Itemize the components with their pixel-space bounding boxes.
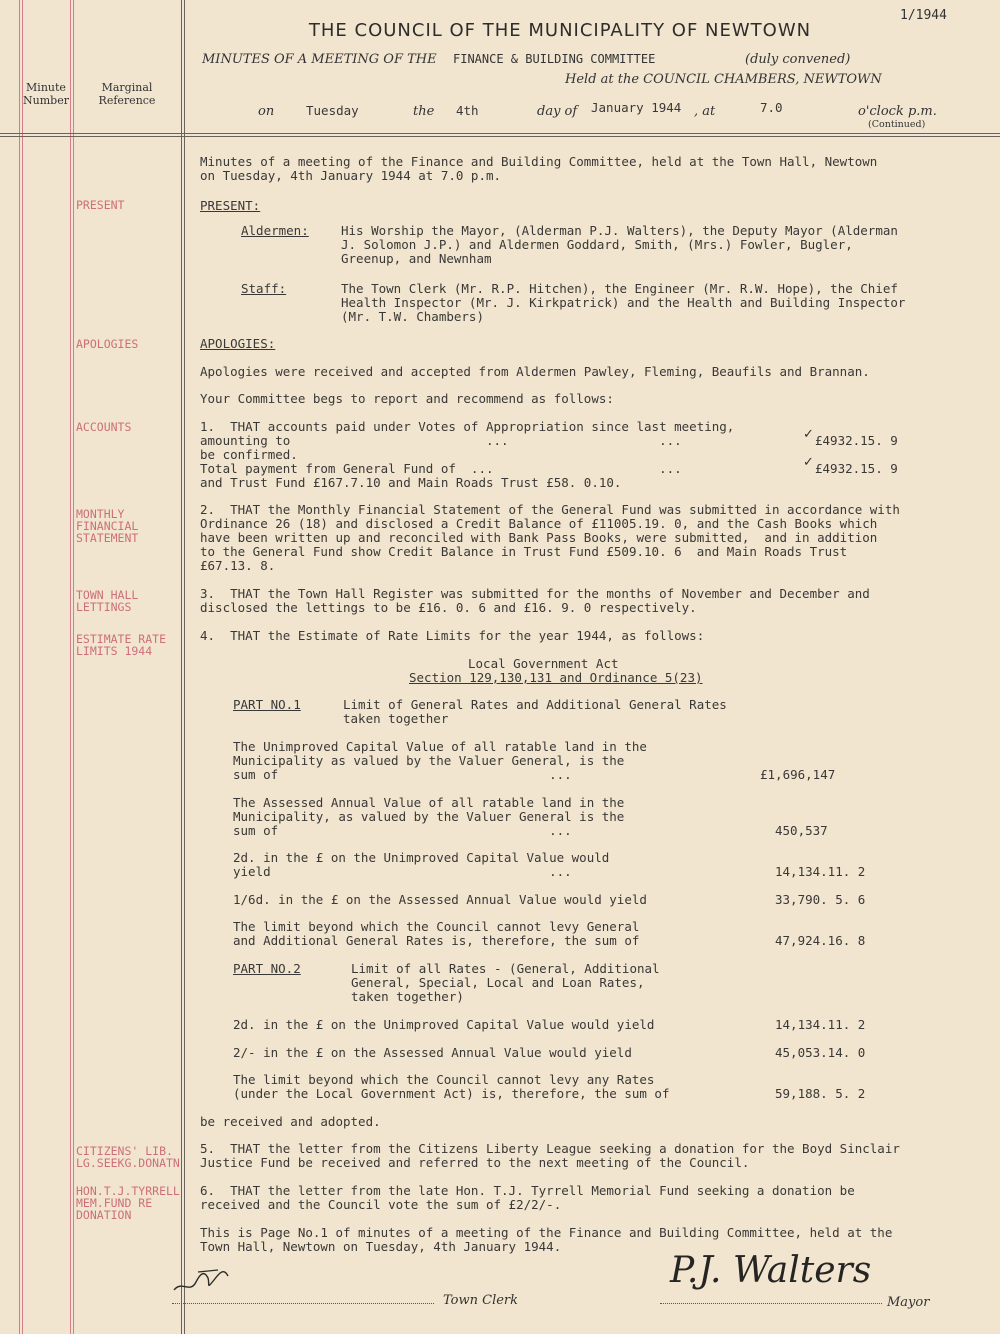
apologies-text: Apologies were received and accepted from Aldermen Pawley, Fleming, Beaufils and Brannan.	[200, 364, 870, 379]
part-2-description: Limit of all Rates - (General, Additional General, Special, Local and Loan Rates, taken together)	[351, 961, 660, 1004]
meeting-month-year: January 1944	[591, 100, 682, 115]
marginal-reference-heading: Marginal Reference	[98, 81, 156, 107]
committee-name: FINANCE & BUILDING COMMITTEE	[453, 52, 656, 66]
intro-paragraph: Minutes of a meeting of the Finance and Building Committee, held at the Town Hall, Newtown on Tuesday, 4th January 1944 at 7.0 p.m.	[200, 154, 878, 183]
meeting-day-name: Tuesday	[306, 103, 359, 118]
left-margin-rule-2	[22, 0, 23, 1334]
item-1-accounts: 1. THAT accounts paid under Votes of Appropriation since last meeting, amounting to ... ... be confirmed. Total payment from General Fund of ... ... and Trust Fund £167.7.10 and Main Roads Trust £58. 0.10.	[200, 419, 735, 490]
lga-section: Section 129,130,131 and Ordinance 5(23)	[409, 670, 703, 685]
aldermen-label: Aldermen:	[241, 223, 309, 238]
margin-ref-accounts: ACCOUNTS	[76, 420, 132, 434]
part-2-limit-text: The limit beyond which the Council cannot levy any Rates (under the Local Government Act) is, therefore, the sum of	[233, 1072, 670, 1101]
the-label: the	[413, 104, 435, 119]
part-2-line-1-value: 14,134.11. 2	[775, 1017, 866, 1032]
lga-heading: Local Government Act	[468, 656, 619, 671]
town-clerk-initials-signature	[170, 1260, 240, 1300]
staff-list: The Town Clerk (Mr. R.P. Hitchen), the Engineer (Mr. R.W. Hope), the Chief Health Inspector (Mr. J. Kirkpatrick) and the Health and Building Inspector (Mr. T.W. Chambers)	[341, 281, 906, 324]
marginal-reference-rule-2	[184, 0, 185, 1334]
item-6-tyrrell: 6. THAT the letter from the late Hon. T.J. Tyrrell Memorial Fund seeking a donation be received and the Council vote the sum of £2/2/-.	[200, 1183, 855, 1212]
on-label: on	[258, 104, 275, 119]
part-2-line-2-text: 2/- in the £ on the Assessed Annual Value would yield	[233, 1045, 632, 1060]
margin-ref-citizens: CITIZENS' LIB. LG.SEEKG.DONATN	[76, 1144, 180, 1170]
check-mark-icon: ✓	[803, 455, 814, 470]
part-2-line-2-value: 45,053.14. 0	[775, 1045, 866, 1060]
meeting-time: 7.0	[760, 100, 783, 115]
minute-number-heading: Minute Number	[23, 81, 69, 107]
margin-ref-estimate: ESTIMATE RATE LIMITS 1944	[76, 632, 167, 658]
margin-ref-town-hall: TOWN HALL LETTINGS	[76, 588, 139, 614]
duly-convened: (duly convened)	[745, 52, 851, 67]
part-1-description: Limit of General Rates and Additional General Rates taken together	[343, 697, 727, 726]
header-rule-2	[0, 136, 1000, 137]
mayor-signature: P.J. Walters	[670, 1250, 872, 1291]
part-1-line-2-text: 1/6d. in the £ on the Assessed Annual Value would yield	[233, 892, 647, 907]
ucv-text: The Unimproved Capital Value of all ratable land in the Municipality as valued by the Valuer General, is the sum of ...	[233, 739, 647, 782]
day-of-label: day of	[537, 104, 578, 119]
part-1-limit-text: The limit beyond which the Council cannot levy General and Additional General Rates is, therefore, the sum of	[233, 919, 640, 948]
adopted-line: be received and adopted.	[200, 1114, 381, 1129]
part-2-limit-value: 59,188. 5. 2	[775, 1086, 866, 1101]
oclock-label: o'clock p.m.	[858, 104, 937, 119]
continued-label: (Continued)	[868, 119, 926, 130]
council-title: THE COUNCIL OF THE MUNICIPALITY OF NEWTOWN	[308, 20, 812, 41]
minutes-prefix: MINUTES OF A MEETING OF THE	[202, 52, 437, 67]
part-1-limit-value: 47,924.16. 8	[775, 933, 866, 948]
accounts-amount-2: £4932.15. 9	[815, 461, 898, 476]
mayor-label: Mayor	[887, 1295, 930, 1310]
margin-ref-apologies: APOLOGIES	[76, 337, 139, 351]
at-label: , at	[694, 104, 716, 119]
item-4-estimate: 4. THAT the Estimate of Rate Limits for the year 1944, as follows:	[200, 628, 705, 643]
aav-value: 450,537	[775, 823, 828, 838]
minute-number-rule-2	[73, 0, 74, 1334]
mayor-signature-line	[660, 1303, 882, 1304]
aldermen-list: His Worship the Mayor, (Alderman P.J. Walters), the Deputy Mayor (Alderman J. Solomon J.P.) and Aldermen Goddard, Smith, (Mrs.) Fowler, Bugler, Greenup, and Newnham	[341, 223, 898, 266]
town-clerk-label: Town Clerk	[443, 1293, 519, 1308]
present-heading: PRESENT:	[200, 198, 261, 213]
part-2-line-1-text: 2d. in the £ on the Unimproved Capital Value would yield	[233, 1017, 655, 1032]
minute-number-rule	[70, 0, 71, 1334]
part-1-line-1-text: 2d. in the £ on the Unimproved Capital Value would yield ...	[233, 850, 610, 879]
header-rule	[0, 133, 1000, 134]
margin-ref-present: PRESENT	[76, 198, 125, 212]
page-number: 1/1944	[900, 8, 947, 23]
ucv-value: £1,696,147	[760, 767, 836, 782]
apologies-heading: APOLOGIES:	[200, 336, 276, 351]
margin-ref-monthly-financial: MONTHLY FINANCIAL STATEMENT	[76, 507, 139, 545]
aav-text: The Assessed Annual Value of all ratable land in the Municipality, as valued by the Valuer General is the sum of ...	[233, 795, 625, 838]
item-2-monthly-statement: 2. THAT the Monthly Financial Statement of the General Fund was submitted in accordance with Ordinance 26 (18) and disclosed a Credit Balance of £11005.19. 0, and the Cash Books which have been written up and reconciled with Bank Pass Books, were submitted, and in addition to the General Fund show Credit Balance in Trust Fund £509.10. 6 and Main Roads Trust £67.13. 8.	[200, 502, 900, 573]
staff-label: Staff:	[241, 281, 287, 296]
town-clerk-signature-line	[172, 1303, 434, 1304]
part-1-line-2-value: 33,790. 5. 6	[775, 892, 866, 907]
part-1-line-1-value: 14,134.11. 2	[775, 864, 866, 879]
meeting-day-number: 4th	[456, 103, 479, 118]
check-mark-icon: ✓	[803, 427, 814, 442]
held-at: Held at the COUNCIL CHAMBERS, NEWTOWN	[565, 72, 882, 87]
margin-ref-tyrrell: HON.T.J.TYRRELL MEM.FUND RE DONATION	[76, 1184, 180, 1222]
accounts-amount-1: £4932.15. 9	[815, 433, 898, 448]
left-margin-rule	[19, 0, 20, 1334]
report-intro: Your Committee begs to report and recommend as follows:	[200, 391, 614, 406]
item-3-town-hall: 3. THAT the Town Hall Register was submitted for the months of November and December and disclosed the lettings to be £16. 0. 6 and £16. 9. 0 respectively.	[200, 586, 870, 615]
closing-statement: This is Page No.1 of minutes of a meeting of the Finance and Building Committee, held at the Town Hall, Newtown on Tuesday, 4th January 1944.	[200, 1225, 893, 1254]
part-1-label: PART NO.1	[233, 697, 301, 712]
marginal-reference-rule	[181, 0, 182, 1334]
item-5-citizens: 5. THAT the letter from the Citizens Liberty League seeking a donation for the Boyd Sinclair Justice Fund be received and referred to the next meeting of the Council.	[200, 1141, 900, 1170]
part-2-label: PART NO.2	[233, 961, 301, 976]
